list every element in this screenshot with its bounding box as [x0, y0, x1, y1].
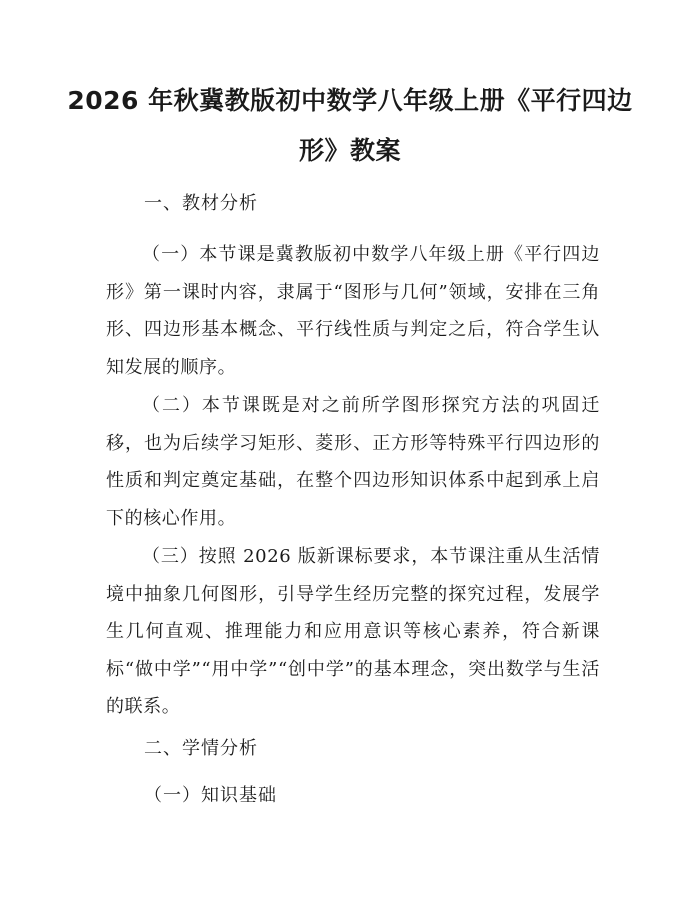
section-heading-learner-analysis: 二、学情分析	[144, 738, 258, 759]
section-heading-textbook-analysis: 一、教材分析	[144, 193, 258, 214]
paragraph-textbook-analysis-3: （三）按照 2026 版新课标要求，本节课注重从生活情境中抽象几何图形，引导学生经历完整的探究过程，发展学生几何直观、推理能力和应用意识等核心素养，符合新课标“做中学”“用中学”“创中学”的基本理念，突出数学与生活的联系。	[106, 546, 600, 717]
paragraph-textbook-analysis-1: （一）本节课是冀教版初中数学八年级上册《平行四边形》第一课时内容，隶属于“图形与几何”领域，安排在三角形、四边形基本概念、平行线性质与判定之后，符合学生认知发展的顺序。	[106, 244, 600, 378]
paragraph-textbook-analysis-2: （二）本节课既是对之前所学图形探究方法的巩固迁移，也为后续学习矩形、菱形、正方形等特殊平行四边形的性质和判定奠定基础，在整个四边形知识体系中起到承上启下的核心作用。	[106, 395, 600, 529]
subsection-heading-knowledge-base: （一）知识基础	[144, 785, 277, 806]
document-title: 2026 年秋冀教版初中数学八年级上册《平行四边形》教案	[67, 86, 633, 165]
